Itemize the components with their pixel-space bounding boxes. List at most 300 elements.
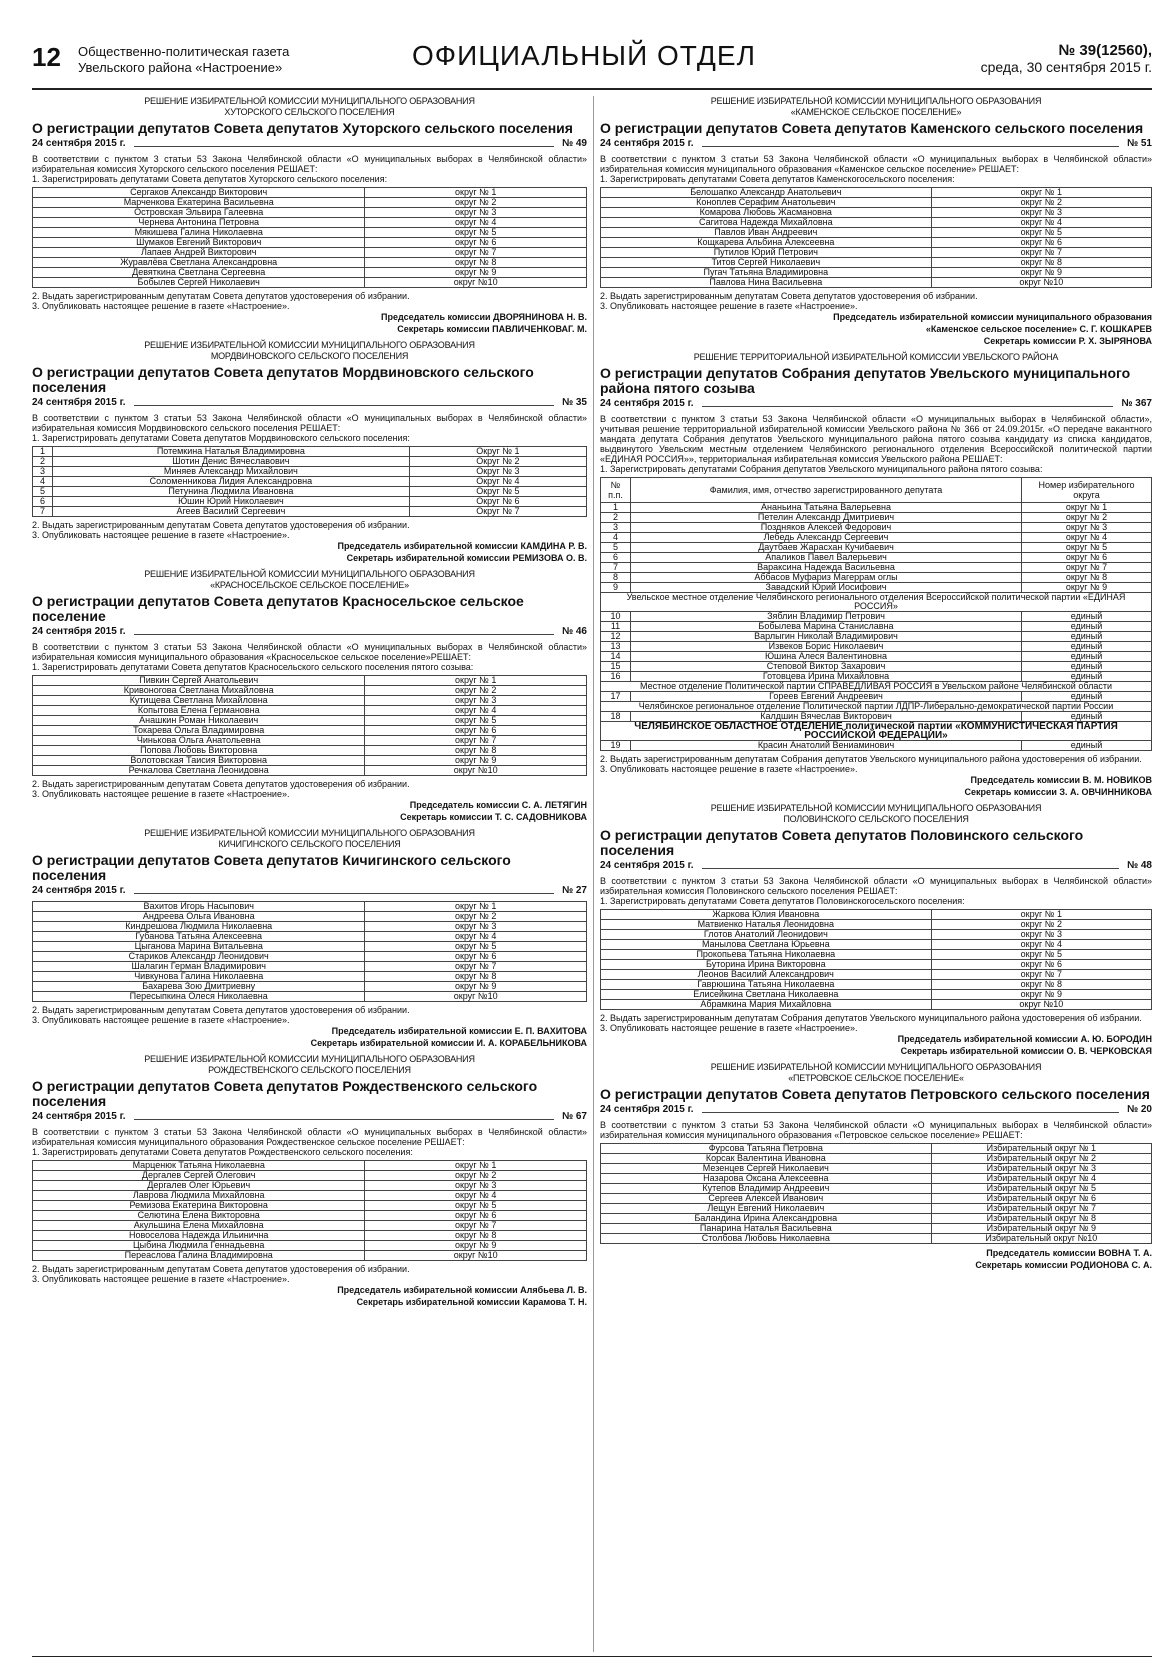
- decision-header: РЕШЕНИЕ ИЗБИРАТЕЛЬНОЙ КОМИССИИ МУНИЦИПАЛЬНОГО ОБРАЗОВАНИЯ ПОЛОВИНСКОГО СЕЛЬСКОГО ПОСЕЛЕНИЯ: [710, 803, 1042, 824]
- table-row: [33, 706, 587, 716]
- party-subheader: ЧЕЛЯБИНСКОЕ ОБЛАСТНОЕ ОТДЕЛЕНИЕ политической партии «КОММУНИСТИЧЕСКАЯ ПАРТИЯ РОССИЙСКОЙ ФЕДЕРАЦИИ»: [601, 722, 1152, 741]
- table-cell: округ № 3: [931, 930, 1151, 940]
- table-cell: округ № 8: [365, 1231, 587, 1241]
- table-cell: Избирательный округ № 8: [931, 1214, 1151, 1224]
- header-rule: [32, 88, 1152, 90]
- article-title: О регистрации депутатов Совета депутатов Рождественского сельского поселения: [32, 1078, 538, 1109]
- table-cell: 10: [601, 612, 631, 622]
- table-row: [33, 726, 587, 736]
- table-cell: Островская Эльвира Галеевна: [33, 208, 365, 218]
- table-row: [601, 950, 1152, 960]
- table-row: [601, 583, 1152, 593]
- table-row: [33, 696, 587, 706]
- article-body: В соответствии с пунктом 3 статьи 53 Закона Челябинской области «О муниципальных выборах в Челябинской области», учитывая решение территориальной избирательной комиссии Увельского района № 366 от 24.09.2015г. «О передаче вакантного мандата депутата Собрания депутатов Увельского муниципального района пятого созыва кандидату из списка кандидатов, выдвинутого Увельским местным отделением Челябинского регионального отделения Всероссийской политической партии «ЕДИНАЯ РОССИЯ»», территориальная избирательная комиссия Увельского района РЕШАЕТ: 1. Зарегистрировать депутатами Собрания депутатов Увельского муниципального района пятого созыва:: [600, 414, 1152, 474]
- table-row: [601, 672, 1152, 682]
- table-cell: Готовцева Ирина Михайловна: [631, 672, 1022, 682]
- table-cell: Шумаков Евгений Викторович: [33, 238, 365, 248]
- table-row: [33, 1161, 587, 1171]
- table-cell: округ № 5: [931, 228, 1151, 238]
- table-cell: Миняев Александр Михайлович: [53, 467, 410, 477]
- table-row: [33, 1171, 587, 1181]
- table-row: [601, 208, 1152, 218]
- table-cell: Избирательный округ № 5: [931, 1184, 1151, 1194]
- table-cell: Жаркова Юлия Ивановна: [601, 910, 932, 920]
- table-row: [33, 487, 587, 497]
- table-cell: Павлов Иван Андреевич: [601, 228, 932, 238]
- article-title: О регистрации депутатов Собрания депутатов Увельского муниципального района пятого созыва: [600, 365, 1131, 396]
- dateline: 24 сентября 2015 г. № 367: [600, 398, 1152, 409]
- table-row: [33, 1191, 587, 1201]
- table-cell: Столбова Любовь Николаевна: [601, 1234, 932, 1244]
- table-row: [601, 920, 1152, 930]
- table-cell: округ № 1: [365, 188, 587, 198]
- table-cell: Андреева Ольга Ивановна: [33, 912, 365, 922]
- table-row: [33, 248, 587, 258]
- table-row: [601, 970, 1152, 980]
- table-row: [33, 497, 587, 507]
- article-polovinskoe: РЕШЕНИЕ ИЗБИРАТЕЛЬНОЙ КОМИССИИ МУНИЦИПАЛЬНОГО ОБРАЗОВАНИЯ ПОЛОВИНСКОГО СЕЛЬСКОГО ПОСЕЛЕНИЯ О регистрации депутатов Совета депутатов Половинского сельского поселения 24 сентября 2015 г. № 48 В соответствии с пунктом 3 статьи 53 Закона Челябинской области «О муниципальных выборах в Челябинской области» избирательная комиссия Половинского сельского поселения РЕШАЕТ: 1. Зарегистрировать депутатами Совета депутатов Половинскогосельского поселения: Жаркова Юлия Ивановна округ № 1 Матвиенко Наталья Леонидовна округ № 2 Глотов Анатолий Леонидович округ № 3 Манылова Светлана Юрьевна округ № 4 Прокопьева Татьяна Николаевна округ № 5 Буторина Ирина Викторовна округ № 6 Леонов Василий Александрович округ № 7 Гаврюшина Татьяна Николаевна округ № 8 Елисейкина Светлана Николаевна округ № 9 Абрамкина Мария Михайловна округ №10 2. Выдать зарегистрированным депутатам Собрания депутатов Увельского муниципального района удостоверения об избрании. 3. Опубликовать настоящее решение в газете «Настроение». Председатель избирательной комиссии А. Ю. БОРОДИН Секретарь избирательной комиссии О. В. ЧЕРКОВСКАЯ: [600, 803, 1152, 1056]
- table-row: [33, 1211, 587, 1221]
- table-cell: округ № 6: [931, 238, 1151, 248]
- table-cell: Журавлёва Светлана Александровна: [33, 258, 365, 268]
- table-cell: 4: [601, 533, 631, 543]
- dateline: 24 сентября 2015 г. № 20: [600, 1104, 1152, 1115]
- table-cell: Сергеев Алексей Иванович: [601, 1194, 932, 1204]
- table-cell: Избирательный округ № 6: [931, 1194, 1151, 1204]
- table-cell: округ № 2: [365, 1171, 587, 1181]
- table-cell: Кривоногова Светлана Михайловна: [33, 686, 365, 696]
- dateline: 24 сентября 2015 г. № 67: [32, 1111, 587, 1122]
- table-cell: округ № 9: [365, 268, 587, 278]
- table-cell: Чинькова Ольга Анатольевна: [33, 736, 365, 746]
- article-rozhdestvenskoe: РЕШЕНИЕ ИЗБИРАТЕЛЬНОЙ КОМИССИИ МУНИЦИПАЛЬНОГО ОБРАЗОВАНИЯ РОЖДЕСТВЕНСКОГО СЕЛЬСКОГО ПОСЕЛЕНИЯ О регистрации депутатов Совета депутатов Рождественского сельского поселения 24 сентября 2015 г. № 67 В соответствии с пунктом 3 статьи 53 Закона Челябинской области «О муниципальных выборах в Челябинской области» избирательная комиссия муниципального образования Рождественское сельское поселение РЕШАЕТ: 1. Зарегистрировать депутатами Совета депутатов Рождественского сельского поселения: Марценюк Татьяна Николаевна округ № 1 Дергалев Сергей Олегович округ № 2 Дергалев Олег Юрьевич округ № 3 Лаврова Людмила Михайловна округ № 4 Ремизова Екатерина Викторовна округ № 5 Селютина Елена Викторовна округ № 6 Акульшина Елена Михайловна округ № 7 Новоселова Надежда Ильинична округ № 8 Цыбина Людмила Геннадьевна округ № 9 Переаслова Галина Владимировна округ №10 2. Выдать зарегистрированным депутатам Совета депутатов удостоверения об избрании. 3. Опубликовать настоящее решение в газете «Настроение». Председатель избирательной комиссии Алябьева Л. В. Секретарь избирательной комиссии Карамова Т. Н.: [32, 1054, 587, 1307]
- table-row: [601, 642, 1152, 652]
- table-cell: Дергалев Олег Юрьевич: [33, 1181, 365, 1191]
- table-cell: Потемкина Наталья Владимировна: [53, 447, 410, 457]
- table-cell: Шотин Денис Вячеславович: [53, 457, 410, 467]
- table-row: [601, 960, 1152, 970]
- table-row: [33, 1241, 587, 1251]
- table-cell: Избирательный округ № 3: [931, 1164, 1151, 1174]
- table-row: [601, 980, 1152, 990]
- table-row: [33, 922, 587, 932]
- table-cell: Сергаков Александр Викторович: [33, 188, 365, 198]
- signatures: Председатель избирательной комиссии Е. П. ВАХИТОВА Секретарь избирательной комиссии И. А. КОРАБЕЛЬНИКОВА: [310, 1026, 587, 1048]
- table-cell: Варлыгин Николай Владимирович: [631, 632, 1022, 642]
- table-cell: Вараксина Надежда Васильевна: [631, 563, 1022, 573]
- table-cell: Мезенцев Сергей Николаевич: [601, 1164, 932, 1174]
- table-cell: Округ № 6: [409, 497, 586, 507]
- dateline: 24 сентября 2015 г. № 46: [32, 626, 587, 637]
- decision-header: РЕШЕНИЕ ИЗБИРАТЕЛЬНОЙ КОМИССИИ МУНИЦИПАЛЬНОГО ОБРАЗОВАНИЯ КИЧИГИНСКОГО СЕЛЬСКОГО ПОСЕЛЕНИЯ: [144, 828, 475, 849]
- table-cell: Елисейкина Светлана Николаевна: [601, 990, 932, 1000]
- article-title: О регистрации депутатов Совета депутатов Петровского сельского поселения: [600, 1086, 1150, 1102]
- article-mordvinovskoe: РЕШЕНИЕ ИЗБИРАТЕЛЬНОЙ КОМИССИИ МУНИЦИПАЛЬНОГО ОБРАЗОВАНИЯ МОРДВИНОВСКОГО СЕЛЬСКОГО ПОСЕЛЕНИЯ О регистрации депутатов Совета депутатов Мордвиновского сельского поселения 24 сентября 2015 г. № 35 В соответствии с пунктом 3 статьи 53 Закона Челябинской области «О муниципальных выборах в Челябинской области» избирательная комиссия Мордвиновского сельского поселения РЕШАЕТ: 1. Зарегистрировать депутатами Совета депутатов Мордвиновского сельского поселения: 1 Потемкина Наталья Владимировна Округ № 1 2 Шотин Денис Вячеславович Округ № 2 3 Миняев Александр Михайлович Округ № 3 4 Соломенникова Лидия Александровна Округ № 4 5 Петунина Людмила Ивановна Округ № 5 6 Юшин Юрий Николаевич Округ № 6 7 Агеев Василий Сергеевич Округ № 7 2. Выдать зарегистрированным депутатам Совета депутатов удостоверения об избрании. 3. Опубликовать настоящее решение в газете «Настроение». Председатель избирательной комиссии КАМДИНА Р. В. Секретарь избирательной комиссии РЕМИЗОВА О. В.: [32, 340, 587, 563]
- table-cell: округ № 6: [365, 952, 587, 962]
- table-cell: Соломенникова Лидия Александровна: [53, 477, 410, 487]
- table-row: [601, 1234, 1152, 1244]
- table-cell: Избирательный округ № 7: [931, 1204, 1151, 1214]
- table-cell: Прокопьева Татьяна Николаевна: [601, 950, 932, 960]
- table-cell: округ № 9: [931, 990, 1151, 1000]
- table-cell: округ № 8: [365, 972, 587, 982]
- table-row: [33, 1181, 587, 1191]
- table-row: [601, 612, 1152, 622]
- table-cell: Пересыпкина Олеся Николаевна: [33, 992, 365, 1002]
- table-row: [601, 1144, 1152, 1154]
- article-khutorskoe: РЕШЕНИЕ ИЗБИРАТЕЛЬНОЙ КОМИССИИ МУНИЦИПАЛЬНОГО ОБРАЗОВАНИЯ ХУТОРСКОГО СЕЛЬСКОГО ПОСЕЛЕНИЯ О регистрации депутатов Совета депутатов Хуторского сельского поселения 24 сентября 2015 г. № 49 В соответствии с пунктом 3 статьи 53 Закона Челябинской области «О муниципальных выборах в Челябинской области» избирательная комиссия Хуторского сельского поселения РЕШАЕТ: 1. Зарегистрировать депутатами Совета депутатов Хуторского сельского поселения: Сергаков Александр Викторович округ № 1 Марченкова Екатерина Васильевна округ № 2 Островская Эльвира Галеевна округ № 3 Чернева Антонина Петровна округ № 4 Мякишева Галина Николаевна округ № 5 Шумаков Евгений Викторович округ № 6 Лапаев Андрей Викторович округ № 7 Журавлёва Светлана Александровна округ № 8 Девяткина Светлана Сергеевна округ № 9 Бобылев Сергей Николаевич округ №10 2. Выдать зарегистрированным депутатам Совета депутатов удостоверения об избрании. 3. Опубликовать настоящее решение в газете «Настроение». Председатель комиссии ДВОРЯНИНОВА Н. В. Секретарь комиссии ПАВЛИЧЕНКОВАГ. М.: [32, 96, 587, 334]
- article-kamenskoe: РЕШЕНИЕ ИЗБИРАТЕЛЬНОЙ КОМИССИИ МУНИЦИПАЛЬНОГО ОБРАЗОВАНИЯ «КАМЕНСКОЕ СЕЛЬСКОЕ ПОСЕЛЕНИЕ» О регистрации депутатов Совета депутатов Каменского сельского поселения 24 сентября 2015 г. № 51 В соответствии с пунктом 3 статьи 53 Закона Челябинской области «О муниципальных выборах в Челябинской области» избирательная комиссия муниципального образования «Каменское сельское поселение» РЕШАЕТ: 1. Зарегистрировать депутатами Совета депутатов Каменскогосельского поселения: Белошапко Александр Анатольевич округ № 1 Коноплев Серафим Анатольевич округ № 2 Комарова Любовь Жасмановна округ № 3 Сагитова Надежда Михайловна округ № 4 Павлов Иван Андреевич округ № 5 Кощкарева Альбина Алексеевна округ № 6 Путилов Юрий Петрович округ № 7 Титов Сергей Николаевич округ № 8 Пугач Татьяна Владимировна округ № 9 Павлова Нина Васильевна округ №10 2. Выдать зарегистрированным депутатам Совета депутатов удостоверения об избрании. 3. Опубликовать настоящее решение в газете «Настроение». Председатель избирательной комиссии муниципального образования «Каменское сельское поселение» С. Г. КОШКАРЕВ Секретарь комиссии Р. Х. ЗЫРЯНОВА: [600, 96, 1152, 346]
- table-row: [601, 1184, 1152, 1194]
- table-cell: Попова Любовь Викторовна: [33, 746, 365, 756]
- table-cell: округ № 4: [1022, 533, 1152, 543]
- table-row: [33, 1231, 587, 1241]
- table-cell: Стариков Александр Леонидович: [33, 952, 365, 962]
- table-cell: Акульшина Елена Михайловна: [33, 1221, 365, 1231]
- table-cell: 16: [601, 672, 631, 682]
- col-header-number: № п.п.: [601, 478, 631, 503]
- table-cell: Гореев Евгений Андреевич: [631, 692, 1022, 702]
- table-row: [33, 1221, 587, 1231]
- table-cell: 9: [601, 583, 631, 593]
- table-row: [601, 990, 1152, 1000]
- table-cell: округ № 2: [1022, 513, 1152, 523]
- table-cell: Округ № 7: [409, 507, 586, 517]
- table-cell: Сагитова Надежда Михайловна: [601, 218, 932, 228]
- table-row: [33, 278, 587, 288]
- table-cell: Абрамкина Мария Михайловна: [601, 1000, 932, 1010]
- table-cell: округ № 9: [365, 1241, 587, 1251]
- table-cell: округ № 7: [365, 962, 587, 972]
- table-row: [601, 940, 1152, 950]
- table-row: [33, 188, 587, 198]
- table-cell: единый: [1022, 612, 1152, 622]
- table-row: [601, 513, 1152, 523]
- table-cell: округ № 7: [365, 248, 587, 258]
- table-row: [33, 992, 587, 1002]
- table-row: [601, 632, 1152, 642]
- table-row: [33, 1251, 587, 1261]
- table-cell: Округ № 5: [409, 487, 586, 497]
- table-row: [33, 716, 587, 726]
- signatures: Председатель комиссии ВОВНА Т. А. Секретарь комиссии РОДИОНОВА С. А.: [975, 1248, 1152, 1270]
- article-title: О регистрации депутатов Совета депутатов Мордвиновского сельского поселения: [32, 364, 534, 395]
- table-cell: Речкалова Светлана Леонидовна: [33, 766, 365, 776]
- table-cell: Кутищева Светлана Михайловна: [33, 696, 365, 706]
- table-cell: округ № 5: [1022, 543, 1152, 553]
- table-cell: Бобылева Марина Станиславна: [631, 622, 1022, 632]
- party-subheader: Местное отделение Политической партии СПРАВЕДЛИВАЯ РОССИЯ в Увельском районе Челябинской области: [601, 682, 1152, 692]
- table-cell: Округ № 3: [409, 467, 586, 477]
- article-body: В соответствии с пунктом 3 статьи 53 Закона Челябинской области «О муниципальных выборах в Челябинской области» избирательная комиссия Половинского сельского поселения РЕШАЕТ: 1. Зарегистрировать депутатами Совета депутатов Половинскогосельского поселения:: [600, 876, 1152, 906]
- table-cell: округ № 4: [931, 940, 1151, 950]
- table-row: [33, 912, 587, 922]
- table-cell: Манылова Светлана Юрьевна: [601, 940, 932, 950]
- article-uvelsky-district: РЕШЕНИЕ ТЕРРИТОРИАЛЬНОЙ ИЗБИРАТЕЛЬНОЙ КОМИССИИ УВЕЛЬСКОГО РАЙОНА О регистрации депутатов Собрания депутатов Увельского муниципального района пятого созыва 24 сентября 2015 г. № 367 В соответствии с пунктом 3 статьи 53 Закона Челябинской области «О муниципальных выборах в Челябинской области», учитывая решение территориальной избирательной комиссии Увельского района № 366 от 24.09.2015г. «О передаче вакантного мандата депутата Собрания депутатов Увельского муниципального района пятого созыва кандидату из списка кандидатов, выдвинутого Увельским местным отделением Челябинского регионального отделения Всероссийской политической партии «ЕДИНАЯ РОССИЯ»», территориальная избирательная комиссия Увельского района РЕШАЕТ: 1. Зарегистрировать депутатами Собрания депутатов Увельского муниципального района пятого созыва: № п.п. Фамилия, имя, отчество зарегистрированного депутата Номер избирательного округа 1 Ананьина Татьяна Валерьевна округ № 1 2 Петелин Александр Дмитриевич округ № 2 3 Поздняков Алексей Федорович округ № 3 4 Лебедь Александр Сергеевич округ № 4 5 Даутбаев Жарасхан Кучибаевич округ № 5 6 Апаликов Павел Валерьевич округ № 6 7 Вараксина Надежда Васильевна округ № 7 8 Аббасов Муфариз Магеррам оглы округ № 8 9 Завадский Юрий Иосифович округ № 9 Увельское местное отделение Челябинского регионального отделения Всероссийской политической партии «ЕДИНАЯ РОССИЯ» 10 Зяблин Владимир Петрович единый 11 Бобылева Марина Станиславна единый 12 Варлыгин Николай Владимирович единый 13 Извеков Борис Николаевич единый 14 Юшина Алеся Валентиновна единый 15 Степовой Виктор Захарович единый 16 Готовцева Ирина Михайловна единый Местное отделение Политической партии СПРАВЕДЛИВАЯ РОССИЯ в Увельском районе Челябинской области 17 Гореев Евгений Андреевич единый Челябинское региональное отделение Политической партии ЛДПР-Либерально-демократической партии России 18 Калдшин Вячеслав Викторович единый ЧЕЛЯБИНСКОЕ ОБЛАСТНОЕ ОТДЕЛЕНИЕ политической партии «КОММУНИСТИЧЕСКАЯ ПАРТИЯ РОССИЙСКОЙ ФЕДЕРАЦИИ» 19 Красин Анатолий Вениаминович единый 2. Выдать зарегистрированным депутатам Собрания депутатов Увельского муниципального района удостоверения об избрании. 3. Опубликовать настоящее решение в газете «Настроение». Председатель комиссии В. М. НОВИКОВ Секретарь комиссии З. А. ОВЧИННИКОВА: [600, 352, 1152, 797]
- table-row: [33, 972, 587, 982]
- table-cell: Избирательный округ № 9: [931, 1224, 1151, 1234]
- table-cell: 1: [33, 447, 53, 457]
- table-cell: округ № 5: [931, 950, 1151, 960]
- table-cell: округ № 7: [365, 1221, 587, 1231]
- footer-rule: [32, 1656, 1152, 1657]
- table-cell: округ № 3: [931, 208, 1151, 218]
- table-cell: Агеев Василий Сергеевич: [53, 507, 410, 517]
- table-cell: Павлова Нина Васильевна: [601, 278, 932, 288]
- table-cell: 12: [601, 632, 631, 642]
- article-body: В соответствии с пунктом 3 статьи 53 Закона Челябинской области «О муниципальных выборах в Челябинской области» избирательная комиссия муниципального образования «Красносельское сельское поселение»РЕШАЕТ: 1. Зарегистрировать депутатами Совета депутатов Красносельского сельского поселения пятого созыва:: [32, 642, 587, 672]
- dateline: 24 сентября 2015 г. № 35: [32, 397, 587, 408]
- table-cell: 8: [601, 573, 631, 583]
- table-row: [601, 238, 1152, 248]
- decision-header: РЕШЕНИЕ ИЗБИРАТЕЛЬНОЙ КОМИССИИ МУНИЦИПАЛЬНОГО ОБРАЗОВАНИЯ РОЖДЕСТВЕНСКОГО СЕЛЬСКОГО ПОСЕЛЕНИЯ: [144, 1054, 475, 1075]
- party-subheader: Увельское местное отделение Челябинского регионального отделения Всероссийской политической партии «ЕДИНАЯ РОССИЯ»: [601, 593, 1152, 612]
- table-cell: Лаврова Людмила Михайловна: [33, 1191, 365, 1201]
- table-cell: Петелин Александр Дмитриевич: [631, 513, 1022, 523]
- table-cell: Даутбаев Жарасхан Кучибаевич: [631, 543, 1022, 553]
- table-cell: округ № 9: [1022, 583, 1152, 593]
- table-cell: округ № 7: [1022, 563, 1152, 573]
- table-row: [601, 278, 1152, 288]
- table-cell: единый: [1022, 622, 1152, 632]
- table-cell: 5: [601, 543, 631, 553]
- table-cell: Гаврюшина Татьяна Николаевна: [601, 980, 932, 990]
- table-cell: Буторина Ирина Викторовна: [601, 960, 932, 970]
- table-cell: Волотовская Таисия Викторовна: [33, 756, 365, 766]
- table-row: [601, 268, 1152, 278]
- table-cell: округ № 5: [365, 942, 587, 952]
- table-cell: округ № 7: [365, 736, 587, 746]
- table-cell: единый: [1022, 712, 1152, 722]
- table-cell: Селютина Елена Викторовна: [33, 1211, 365, 1221]
- table-cell: единый: [1022, 652, 1152, 662]
- table-cell: округ № 6: [365, 726, 587, 736]
- table-row: [33, 507, 587, 517]
- table-cell: округ № 4: [931, 218, 1151, 228]
- table-row: [33, 228, 587, 238]
- table-cell: округ № 6: [1022, 553, 1152, 563]
- table-cell: Извеков Борис Николаевич: [631, 642, 1022, 652]
- table-row: [33, 258, 587, 268]
- table-cell: 19: [601, 741, 631, 751]
- table-row: [601, 652, 1152, 662]
- table-cell: 3: [601, 523, 631, 533]
- table-row: [601, 1164, 1152, 1174]
- table-cell: Губанова Татьяна Алексеевна: [33, 932, 365, 942]
- decision-header: РЕШЕНИЕ ИЗБИРАТЕЛЬНОЙ КОМИССИИ МУНИЦИПАЛЬНОГО ОБРАЗОВАНИЯ «КАМЕНСКОЕ СЕЛЬСКОЕ ПОСЕЛЕНИЕ»: [710, 96, 1042, 117]
- deputies-table: [32, 1160, 587, 1261]
- table-row: [601, 741, 1152, 751]
- table-row: [601, 563, 1152, 573]
- table-cell: округ № 5: [365, 716, 587, 726]
- signatures: Председатель комиссии В. М. НОВИКОВ Секретарь комиссии З. А. ОВЧИННИКОВА: [964, 775, 1152, 797]
- table-cell: 3: [33, 467, 53, 477]
- table-row: [33, 756, 587, 766]
- table-row: [33, 962, 587, 972]
- article-title: О регистрации депутатов Совета депутатов Кичигинского сельского поселения: [32, 852, 511, 883]
- table-cell: округ № 4: [365, 706, 587, 716]
- table-row: [33, 952, 587, 962]
- table-cell: Панарина Наталья Васильевна: [601, 1224, 932, 1234]
- table-row: [601, 622, 1152, 632]
- article-kichiginskoe: РЕШЕНИЕ ИЗБИРАТЕЛЬНОЙ КОМИССИИ МУНИЦИПАЛЬНОГО ОБРАЗОВАНИЯ КИЧИГИНСКОГО СЕЛЬСКОГО ПОСЕЛЕНИЯ О регистрации депутатов Совета депутатов Кичигинского сельского поселения 24 сентября 2015 г. № 27 Вахитов Игорь Насыпович округ № 1 Андреева Ольга Ивановна округ № 2 Киндрешова Людмила Николаевна округ № 3 Губанова Татьяна Алексеевна округ № 4 Цыганова Марина Витальевна округ № 5 Стариков Александр Леонидович округ № 6 Шалагин Герман Владимирович округ № 7 Чивкунова Галина Николаевна округ № 8 Бахарева Зою Дмитриевну округ № 9 Пересыпкина Олеся Николаевна округ №10 2. Выдать зарегистрированным депутатам Совета депутатов удостоверения об избрании. 3. Опубликовать настоящее решение в газете «Настроение». Председатель избирательной комиссии Е. П. ВАХИТОВА Секретарь избирательной комиссии И. А. КОРАБЕЛЬНИКОВА: [32, 828, 587, 1048]
- table-row: [601, 553, 1152, 563]
- table-cell: 18: [601, 712, 631, 722]
- table-cell: 13: [601, 642, 631, 652]
- decision-header: РЕШЕНИЕ ИЗБИРАТЕЛЬНОЙ КОМИССИИ МУНИЦИПАЛЬНОГО ОБРАЗОВАНИЯ МОРДВИНОВСКОГО СЕЛЬСКОГО ПОСЕЛЕНИЯ: [144, 340, 475, 361]
- table-cell: 1: [601, 503, 631, 513]
- article-title: О регистрации депутатов Совета депутатов Хуторского сельского поселения: [32, 120, 573, 136]
- signatures: Председатель избирательной комиссии А. Ю. БОРОДИН Секретарь избирательной комиссии О. В. ЧЕРКОВСКАЯ: [897, 1034, 1152, 1056]
- decision-header: РЕШЕНИЕ ИЗБИРАТЕЛЬНОЙ КОМИССИИ МУНИЦИПАЛЬНОГО ОБРАЗОВАНИЯ «КРАСНОСЕЛЬСКОЕ СЕЛЬСКОЕ ПОСЕЛЕНИЕ»: [144, 569, 475, 590]
- table-cell: Округ № 1: [409, 447, 586, 457]
- table-row: [601, 258, 1152, 268]
- table-cell: Зяблин Владимир Петрович: [631, 612, 1022, 622]
- deputies-table: [600, 1143, 1152, 1244]
- table-cell: округ № 9: [931, 268, 1151, 278]
- deputies-table: [600, 187, 1152, 288]
- table-cell: Путилов Юрий Петрович: [601, 248, 932, 258]
- table-cell: Матвиенко Наталья Леонидовна: [601, 920, 932, 930]
- table-row: [33, 238, 587, 248]
- table-row: [601, 533, 1152, 543]
- signatures: Председатель комиссии ДВОРЯНИНОВА Н. В. Секретарь комиссии ПАВЛИЧЕНКОВАГ. М.: [381, 312, 587, 334]
- table-cell: Фурсова Татьяна Петровна: [601, 1144, 932, 1154]
- table-cell: Коноплев Серафим Анатольевич: [601, 198, 932, 208]
- decision-header: РЕШЕНИЕ ИЗБИРАТЕЛЬНОЙ КОМИССИИ МУНИЦИПАЛЬНОГО ОБРАЗОВАНИЯ ХУТОРСКОГО СЕЛЬСКОГО ПОСЕЛЕНИЯ: [144, 96, 475, 117]
- table-cell: Ремизова Екатерина Викторовна: [33, 1201, 365, 1211]
- decision-header: РЕШЕНИЕ ТЕРРИТОРИАЛЬНОЙ ИЗБИРАТЕЛЬНОЙ КОМИССИИ УВЕЛЬСКОГО РАЙОНА: [693, 352, 1059, 362]
- table-row: [601, 712, 1152, 722]
- table-row: [33, 198, 587, 208]
- table-cell: Анашкин Роман Николаевич: [33, 716, 365, 726]
- table-row: [33, 942, 587, 952]
- table-cell: округ №10: [365, 766, 587, 776]
- table-row: [601, 188, 1152, 198]
- table-cell: Петунина Людмила Ивановна: [53, 487, 410, 497]
- deputies-table: [32, 187, 587, 288]
- table-cell: Комарова Любовь Жасмановна: [601, 208, 932, 218]
- table-cell: единый: [1022, 662, 1152, 672]
- table-cell: округ №10: [931, 1000, 1151, 1010]
- article-krasnoselskoe: РЕШЕНИЕ ИЗБИРАТЕЛЬНОЙ КОМИССИИ МУНИЦИПАЛЬНОГО ОБРАЗОВАНИЯ «КРАСНОСЕЛЬСКОЕ СЕЛЬСКОЕ ПОСЕЛЕНИЕ» О регистрации депутатов Совета депутатов Красносельское сельское поселение 24 сентября 2015 г. № 46 В соответствии с пунктом 3 статьи 53 Закона Челябинской области «О муниципальных выборах в Челябинской области» избирательная комиссия муниципального образования «Красносельское сельское поселение»РЕШАЕТ: 1. Зарегистрировать депутатами Совета депутатов Красносельского сельского поселения пятого созыва: Пивкин Сергей Анатольевич округ № 1 Кривоногова Светлана Михайловна округ № 2 Кутищева Светлана Михайловна округ № 3 Копытова Елена Германовна округ № 4 Анашкин Роман Николаевич округ № 5 Токарева Ольга Владимировна округ № 6 Чинькова Ольга Анатольевна округ № 7 Попова Любовь Викторовна округ № 8 Волотовская Таисия Викторовна округ № 9 Речкалова Светлана Леонидовна округ №10 2. Выдать зарегистрированным депутатам Совета депутатов удостоверения об избрании. 3. Опубликовать настоящее решение в газете «Настроение». Председатель комиссии С. А. ЛЕТЯГИН Секретарь комиссии Т. С. САДОВНИКОВА: [32, 569, 587, 822]
- table-cell: Лебедь Александр Сергеевич: [631, 533, 1022, 543]
- table-cell: округ № 1: [365, 902, 587, 912]
- table-row: [33, 736, 587, 746]
- table-cell: единый: [1022, 741, 1152, 751]
- col-header-name: Фамилия, имя, отчество зарегистрированного депутата: [631, 478, 1022, 503]
- table-cell: округ № 7: [931, 970, 1151, 980]
- dateline: 24 сентября 2015 г. № 48: [600, 860, 1152, 871]
- article-petrovskoe: [600, 1062, 1152, 1271]
- table-cell: Аббасов Муфариз Магеррам оглы: [631, 573, 1022, 583]
- table-cell: Цыбина Людмила Геннадьевна: [33, 1241, 365, 1251]
- article-title: О регистрации депутатов Совета депутатов Красносельское сельское поселение: [32, 593, 524, 624]
- table-cell: Корсак Валентина Ивановна: [601, 1154, 932, 1164]
- table-cell: Баландина Ирина Александровна: [601, 1214, 932, 1224]
- table-cell: округ № 2: [365, 686, 587, 696]
- table-cell: Избирательный округ № 2: [931, 1154, 1151, 1164]
- column-divider: [593, 96, 594, 1652]
- masthead: [32, 40, 1152, 82]
- table-cell: Шалагин Герман Владимирович: [33, 962, 365, 972]
- table-row: [601, 1214, 1152, 1224]
- table-cell: округ № 4: [365, 1191, 587, 1201]
- table-row: [33, 1201, 587, 1211]
- table-row: [601, 503, 1152, 513]
- table-cell: Калдшин Вячеслав Викторович: [631, 712, 1022, 722]
- table-cell: округ №10: [365, 992, 587, 1002]
- table-cell: Лапаев Андрей Викторович: [33, 248, 365, 258]
- table-cell: Девяткина Светлана Сергеевна: [33, 268, 365, 278]
- table-cell: Чернева Антонина Петровна: [33, 218, 365, 228]
- table-row: [601, 1194, 1152, 1204]
- deputies-table: [600, 909, 1152, 1010]
- table-row: [33, 686, 587, 696]
- table-cell: Дергалев Сергей Олегович: [33, 1171, 365, 1181]
- signatures: Председатель избирательной комиссии Алябьева Л. В. Секретарь избирательной комиссии Карамова Т. Н.: [337, 1285, 587, 1307]
- table-row: [601, 1154, 1152, 1164]
- article-body: В соответствии с пунктом 3 статьи 53 Закона Челябинской области «О муниципальных выборах в Челябинской области» избирательная комиссия Мордвиновского сельского поселения РЕШАЕТ: 1. Зарегистрировать депутатами Совета депутатов Мордвиновского сельского поселения:: [32, 413, 587, 443]
- table-cell: округ № 6: [365, 238, 587, 248]
- table-cell: округ № 8: [931, 980, 1151, 990]
- table-cell: Новоселова Надежда Ильинична: [33, 1231, 365, 1241]
- table-cell: Ананьина Татьяна Валерьевна: [631, 503, 1022, 513]
- dateline: 24 сентября 2015 г. № 51: [600, 138, 1152, 149]
- table-row: [33, 676, 587, 686]
- deputies-table: [32, 446, 587, 517]
- table-row: [33, 477, 587, 487]
- table-cell: 7: [601, 563, 631, 573]
- col-header-district: Номер избирательного округа: [1022, 478, 1152, 503]
- table-cell: Мякишева Галина Николаевна: [33, 228, 365, 238]
- table-cell: округ № 5: [365, 1201, 587, 1211]
- table-cell: Пивкин Сергей Анатольевич: [33, 676, 365, 686]
- table-cell: округ № 6: [365, 1211, 587, 1221]
- table-cell: Бобылев Сергей Николаевич: [33, 278, 365, 288]
- table-cell: округ № 2: [931, 920, 1151, 930]
- issue-info: № 39(12560), среда, 30 сентября 2015 г.: [980, 42, 1152, 75]
- table-cell: Марценюк Татьяна Николаевна: [33, 1161, 365, 1171]
- decision-header: РЕШЕНИЕ ИЗБИРАТЕЛЬНОЙ КОМИССИИ МУНИЦИПАЛЬНОГО ОБРАЗОВАНИЯ «ПЕТРОВСКОЕ СЕЛЬСКОЕ ПОСЕЛЕНИЕ«: [710, 1062, 1042, 1083]
- table-cell: округ № 1: [365, 1161, 587, 1171]
- deputies-table: [32, 675, 587, 776]
- district-deputies-table: [600, 477, 1152, 751]
- table-cell: Юшина Алеся Валентиновна: [631, 652, 1022, 662]
- paper-name: Общественно-политическая газета Увельского района «Настроение»: [78, 44, 290, 75]
- table-cell: Апаликов Павел Валерьевич: [631, 553, 1022, 563]
- table-row: [33, 268, 587, 278]
- table-cell: Киндрешова Людмила Николаевна: [33, 922, 365, 932]
- table-row: [33, 902, 587, 912]
- deputies-table: [32, 901, 587, 1002]
- table-row: [33, 766, 587, 776]
- table-cell: 2: [601, 513, 631, 523]
- table-cell: 5: [33, 487, 53, 497]
- table-cell: Степовой Виктор Захарович: [631, 662, 1022, 672]
- table-cell: Леонов Василий Александрович: [601, 970, 932, 980]
- table-row: [601, 910, 1152, 920]
- table-row: [33, 447, 587, 457]
- party-subheader: Челябинское региональное отделение Политической партии ЛДПР-Либерально-демократической партии России: [601, 702, 1152, 712]
- table-cell: округ № 7: [931, 248, 1151, 258]
- table-cell: округ № 6: [931, 960, 1151, 970]
- table-row: [33, 467, 587, 477]
- table-cell: Кощкарева Альбина Алексеевна: [601, 238, 932, 248]
- right-column: [600, 96, 1152, 1656]
- table-row: [601, 1174, 1152, 1184]
- table-cell: округ № 3: [365, 922, 587, 932]
